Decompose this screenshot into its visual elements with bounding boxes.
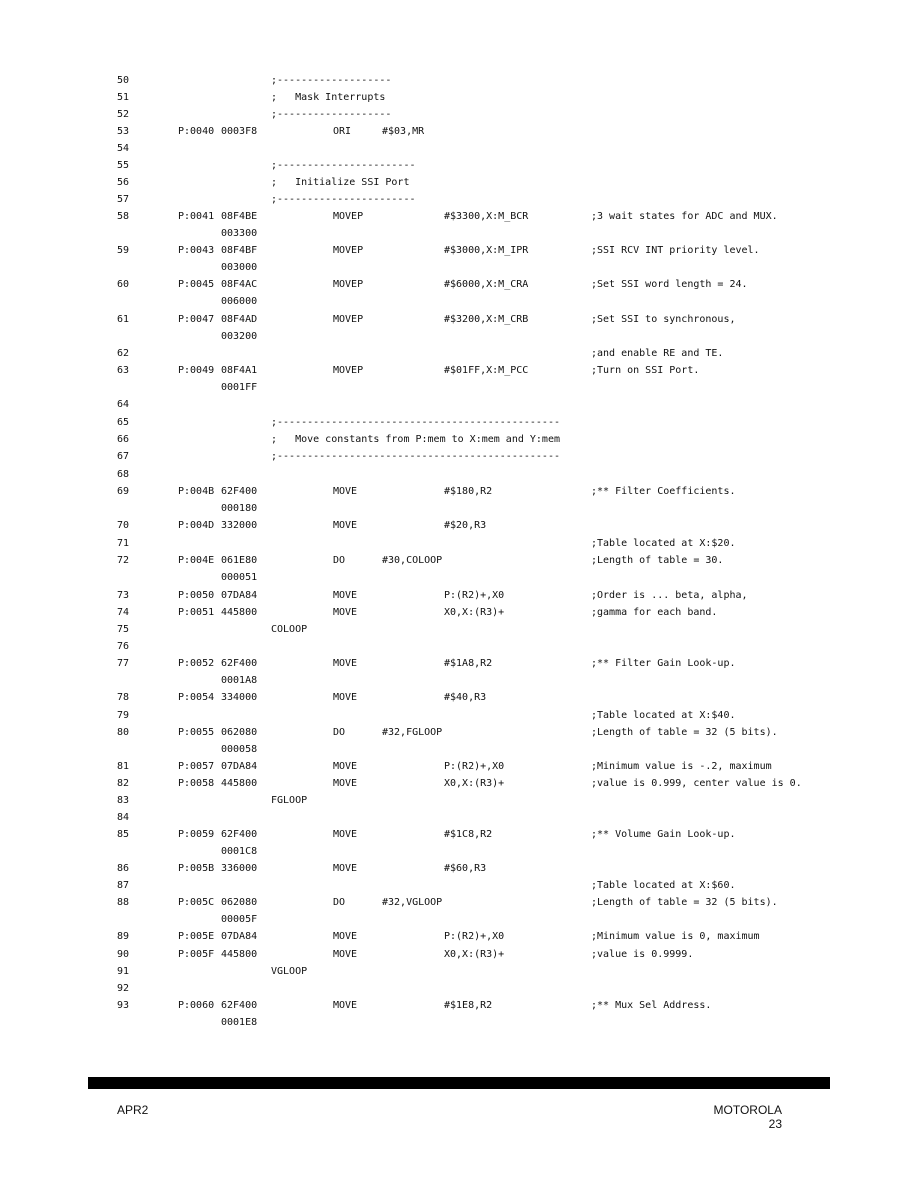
- address: P:004D: [178, 520, 215, 531]
- address: P:0058: [178, 778, 215, 789]
- opcode: 0003F8: [221, 126, 258, 137]
- address: P:0047: [178, 314, 215, 325]
- listing-row: [0, 928, 918, 945]
- line-number: 65: [117, 417, 130, 428]
- opcode: 08F4BE: [221, 211, 258, 222]
- line-number: 77: [117, 658, 130, 669]
- listing-row: [0, 655, 918, 672]
- listing-row: [0, 379, 918, 396]
- line-comment: ;and enable RE and TE.: [591, 348, 724, 359]
- operands: X0,X:(R3)+: [444, 607, 505, 618]
- label: COLOOP: [271, 624, 308, 635]
- line-number: 87: [117, 880, 130, 891]
- line-number: 61: [117, 314, 130, 325]
- line-number: 93: [117, 1000, 130, 1011]
- address: P:0060: [178, 1000, 215, 1011]
- listing-row: [0, 826, 918, 843]
- line-comment: ;Order is ... beta, alpha,: [591, 590, 748, 601]
- listing-row: [0, 106, 918, 123]
- line-comment: ;SSI RCV INT priority level.: [591, 245, 760, 256]
- footer-page-number: 23: [768, 1117, 782, 1131]
- line-number: 51: [117, 92, 130, 103]
- listing-row: [0, 809, 918, 826]
- opcode: 332000: [221, 520, 258, 531]
- block-comment: ;-------------------: [271, 75, 392, 86]
- line-number: 68: [117, 469, 130, 480]
- block-comment: ; Move constants from P:mem to X:mem and Y:mem: [271, 434, 560, 445]
- listing-row: [0, 89, 918, 106]
- address: P:005C: [178, 897, 215, 908]
- listing-row: [0, 311, 918, 328]
- mnemonic: MOVEP: [333, 314, 364, 325]
- footer-company: MOTOROLA: [713, 1103, 782, 1117]
- listing-row: [0, 672, 918, 689]
- address: P:0040: [178, 126, 215, 137]
- listing-row: [0, 225, 918, 242]
- address: P:0050: [178, 590, 215, 601]
- opcode: 062080: [221, 727, 258, 738]
- line-number: 90: [117, 949, 130, 960]
- line-number: 70: [117, 520, 130, 531]
- listing-row: [0, 276, 918, 293]
- opcode: 0001C8: [221, 846, 258, 857]
- line-number: 81: [117, 761, 130, 772]
- address: P:005F: [178, 949, 215, 960]
- opcode: 336000: [221, 863, 258, 874]
- operands: #$3200,X:M_CRB: [444, 314, 529, 325]
- opcode: 003000: [221, 262, 258, 273]
- block-comment: ;-----------------------: [271, 160, 416, 171]
- opcode: 0001A8: [221, 675, 258, 686]
- mnemonic: MOVE: [333, 778, 358, 789]
- opcode: 62F400: [221, 486, 258, 497]
- opcode: 07DA84: [221, 590, 258, 601]
- opcode: 000051: [221, 572, 258, 583]
- line-number: 72: [117, 555, 130, 566]
- listing-row: [0, 569, 918, 586]
- line-comment: ;gamma for each band.: [591, 607, 718, 618]
- listing-row: [0, 758, 918, 775]
- line-comment: ;Table located at X:$20.: [591, 538, 736, 549]
- line-comment: ;Minimum value is -.2, maximum: [591, 761, 772, 772]
- opcode: 445800: [221, 949, 258, 960]
- block-comment: ; Mask Interrupts: [271, 92, 386, 103]
- address: P:0059: [178, 829, 215, 840]
- line-number: 88: [117, 897, 130, 908]
- opcode: 003200: [221, 331, 258, 342]
- address: P:0045: [178, 279, 215, 290]
- line-number: 66: [117, 434, 130, 445]
- operands: #30,COLOOP: [382, 555, 443, 566]
- line-comment: ;value is 0.999, center value is 0.: [591, 778, 802, 789]
- footer-rule: [88, 1077, 830, 1089]
- listing-row: [0, 604, 918, 621]
- operands: #$180,R2: [444, 486, 493, 497]
- listing-row: [0, 483, 918, 500]
- listing-row: [0, 638, 918, 655]
- opcode: 445800: [221, 778, 258, 789]
- opcode: 334000: [221, 692, 258, 703]
- line-number: 76: [117, 641, 130, 652]
- line-comment: ;3 wait states for ADC and MUX.: [591, 211, 778, 222]
- listing-row: [0, 689, 918, 706]
- mnemonic: MOVE: [333, 658, 358, 669]
- listing-row: [0, 775, 918, 792]
- line-number: 62: [117, 348, 130, 359]
- operands: #$3300,X:M_BCR: [444, 211, 529, 222]
- listing-row: [0, 621, 918, 638]
- line-comment: ;Table located at X:$40.: [591, 710, 736, 721]
- operands: #$03,MR: [382, 126, 425, 137]
- listing-row: [0, 414, 918, 431]
- listing-row: [0, 500, 918, 517]
- operands: #32,FGLOOP: [382, 727, 443, 738]
- mnemonic: DO: [333, 897, 346, 908]
- mnemonic: MOVE: [333, 829, 358, 840]
- listing-row: [0, 293, 918, 310]
- listing-row: [0, 963, 918, 980]
- line-number: 60: [117, 279, 130, 290]
- listing-row: [0, 517, 918, 534]
- listing-row: [0, 980, 918, 997]
- line-comment: ;** Filter Coefficients.: [591, 486, 736, 497]
- listing-row: [0, 191, 918, 208]
- listing-row: [0, 396, 918, 413]
- listing-row: [0, 1014, 918, 1031]
- listing-row: [0, 140, 918, 157]
- block-comment: ;-------------------: [271, 109, 392, 120]
- operands: #$3000,X:M_IPR: [444, 245, 529, 256]
- label: FGLOOP: [271, 795, 308, 806]
- opcode: 0001FF: [221, 382, 258, 393]
- opcode: 08F4BF: [221, 245, 258, 256]
- operands: P:(R2)+,X0: [444, 590, 505, 601]
- line-comment: ;** Mux Sel Address.: [591, 1000, 712, 1011]
- listing-row: [0, 707, 918, 724]
- operands: X0,X:(R3)+: [444, 949, 505, 960]
- line-number: 85: [117, 829, 130, 840]
- opcode: 003300: [221, 228, 258, 239]
- opcode: 62F400: [221, 1000, 258, 1011]
- listing-row: [0, 860, 918, 877]
- line-comment: ;** Volume Gain Look-up.: [591, 829, 736, 840]
- opcode: 445800: [221, 607, 258, 618]
- line-comment: ;** Filter Gain Look-up.: [591, 658, 736, 669]
- line-comment: ;Set SSI word length = 24.: [591, 279, 748, 290]
- listing-row: [0, 792, 918, 809]
- line-number: 82: [117, 778, 130, 789]
- mnemonic: ORI: [333, 126, 352, 137]
- line-number: 52: [117, 109, 130, 120]
- mnemonic: DO: [333, 555, 346, 566]
- listing-row: [0, 552, 918, 569]
- opcode: 08F4AD: [221, 314, 258, 325]
- line-number: 69: [117, 486, 130, 497]
- opcode: 08F4AC: [221, 279, 258, 290]
- line-comment: ;value is 0.9999.: [591, 949, 694, 960]
- listing-row: [0, 431, 918, 448]
- listing-row: [0, 345, 918, 362]
- address: P:0054: [178, 692, 215, 703]
- line-number: 78: [117, 692, 130, 703]
- footer-company-page: [714, 1103, 782, 1131]
- listing-row: [0, 328, 918, 345]
- listing-row: [0, 362, 918, 379]
- line-number: 71: [117, 538, 130, 549]
- opcode: 00005F: [221, 914, 258, 925]
- listing-row: [0, 911, 918, 928]
- listing-row: [0, 587, 918, 604]
- mnemonic: DO: [333, 727, 346, 738]
- operands: #$6000,X:M_CRA: [444, 279, 529, 290]
- listing-row: [0, 741, 918, 758]
- mnemonic: MOVEP: [333, 211, 364, 222]
- address: P:0043: [178, 245, 215, 256]
- line-comment: ;Table located at X:$60.: [591, 880, 736, 891]
- listing-row: [0, 174, 918, 191]
- mnemonic: MOVE: [333, 692, 358, 703]
- opcode: 08F4A1: [221, 365, 258, 376]
- line-number: 63: [117, 365, 130, 376]
- line-number: 83: [117, 795, 130, 806]
- line-number: 55: [117, 160, 130, 171]
- listing-row: [0, 997, 918, 1014]
- opcode: 062080: [221, 897, 258, 908]
- line-number: 50: [117, 75, 130, 86]
- opcode: 0001E8: [221, 1017, 258, 1028]
- mnemonic: MOVE: [333, 486, 358, 497]
- line-number: 86: [117, 863, 130, 874]
- line-number: 89: [117, 931, 130, 942]
- address: P:004E: [178, 555, 215, 566]
- mnemonic: MOVEP: [333, 279, 364, 290]
- line-number: 53: [117, 126, 130, 137]
- opcode: 07DA84: [221, 761, 258, 772]
- line-comment: ;Turn on SSI Port.: [591, 365, 700, 376]
- opcode: 006000: [221, 296, 258, 307]
- mnemonic: MOVE: [333, 607, 358, 618]
- line-comment: ;Length of table = 32 (5 bits).: [591, 727, 778, 738]
- listing-row: [0, 877, 918, 894]
- block-comment: ;-----------------------------------------------: [271, 417, 560, 428]
- address: P:0049: [178, 365, 215, 376]
- opcode: 62F400: [221, 658, 258, 669]
- listing-row: [0, 448, 918, 465]
- mnemonic: MOVE: [333, 590, 358, 601]
- address: P:004B: [178, 486, 215, 497]
- block-comment: ; Initialize SSI Port: [271, 177, 410, 188]
- listing-row: [0, 123, 918, 140]
- operands: #$20,R3: [444, 520, 487, 531]
- line-number: 54: [117, 143, 130, 154]
- listing-row: [0, 946, 918, 963]
- listing-row: [0, 157, 918, 174]
- line-number: 59: [117, 245, 130, 256]
- mnemonic: MOVE: [333, 931, 358, 942]
- line-number: 84: [117, 812, 130, 823]
- line-number: 58: [117, 211, 130, 222]
- operands: X0,X:(R3)+: [444, 778, 505, 789]
- line-number: 80: [117, 727, 130, 738]
- operands: P:(R2)+,X0: [444, 761, 505, 772]
- address: P:005E: [178, 931, 215, 942]
- label: VGLOOP: [271, 966, 308, 977]
- opcode: 061E80: [221, 555, 258, 566]
- operands: P:(R2)+,X0: [444, 931, 505, 942]
- line-number: 91: [117, 966, 130, 977]
- line-number: 67: [117, 451, 130, 462]
- listing-row: [0, 208, 918, 225]
- footer-doc-id: APR2: [117, 1103, 149, 1117]
- listing-row: [0, 894, 918, 911]
- listing-row: [0, 242, 918, 259]
- address: P:005B: [178, 863, 215, 874]
- operands: #$01FF,X:M_PCC: [444, 365, 529, 376]
- line-comment: ;Length of table = 30.: [591, 555, 724, 566]
- line-number: 57: [117, 194, 130, 205]
- operands: #32,VGLOOP: [382, 897, 443, 908]
- block-comment: ;-----------------------: [271, 194, 416, 205]
- listing-row: [0, 72, 918, 89]
- mnemonic: MOVEP: [333, 365, 364, 376]
- listing-row: [0, 466, 918, 483]
- line-comment: ;Minimum value is 0, maximum: [591, 931, 760, 942]
- line-number: 64: [117, 399, 130, 410]
- address: P:0055: [178, 727, 215, 738]
- listing-row: [0, 535, 918, 552]
- operands: #$1E8,R2: [444, 1000, 493, 1011]
- address: P:0051: [178, 607, 215, 618]
- mnemonic: MOVE: [333, 1000, 358, 1011]
- operands: #$60,R3: [444, 863, 487, 874]
- address: P:0052: [178, 658, 215, 669]
- opcode: 000180: [221, 503, 258, 514]
- mnemonic: MOVE: [333, 863, 358, 874]
- operands: #$1C8,R2: [444, 829, 493, 840]
- line-number: 79: [117, 710, 130, 721]
- block-comment: ;-----------------------------------------------: [271, 451, 560, 462]
- line-comment: ;Set SSI to synchronous,: [591, 314, 736, 325]
- mnemonic: MOVE: [333, 520, 358, 531]
- listing-row: [0, 724, 918, 741]
- opcode: 07DA84: [221, 931, 258, 942]
- operands: #$40,R3: [444, 692, 487, 703]
- operands: #$1A8,R2: [444, 658, 493, 669]
- line-number: 56: [117, 177, 130, 188]
- line-number: 75: [117, 624, 130, 635]
- address: P:0041: [178, 211, 215, 222]
- listing-row: [0, 843, 918, 860]
- mnemonic: MOVE: [333, 949, 358, 960]
- line-comment: ;Length of table = 32 (5 bits).: [591, 897, 778, 908]
- line-number: 74: [117, 607, 130, 618]
- mnemonic: MOVEP: [333, 245, 364, 256]
- listing-row: [0, 259, 918, 276]
- opcode: 62F400: [221, 829, 258, 840]
- address: P:0057: [178, 761, 215, 772]
- line-number: 92: [117, 983, 130, 994]
- line-number: 73: [117, 590, 130, 601]
- opcode: 000058: [221, 744, 258, 755]
- mnemonic: MOVE: [333, 761, 358, 772]
